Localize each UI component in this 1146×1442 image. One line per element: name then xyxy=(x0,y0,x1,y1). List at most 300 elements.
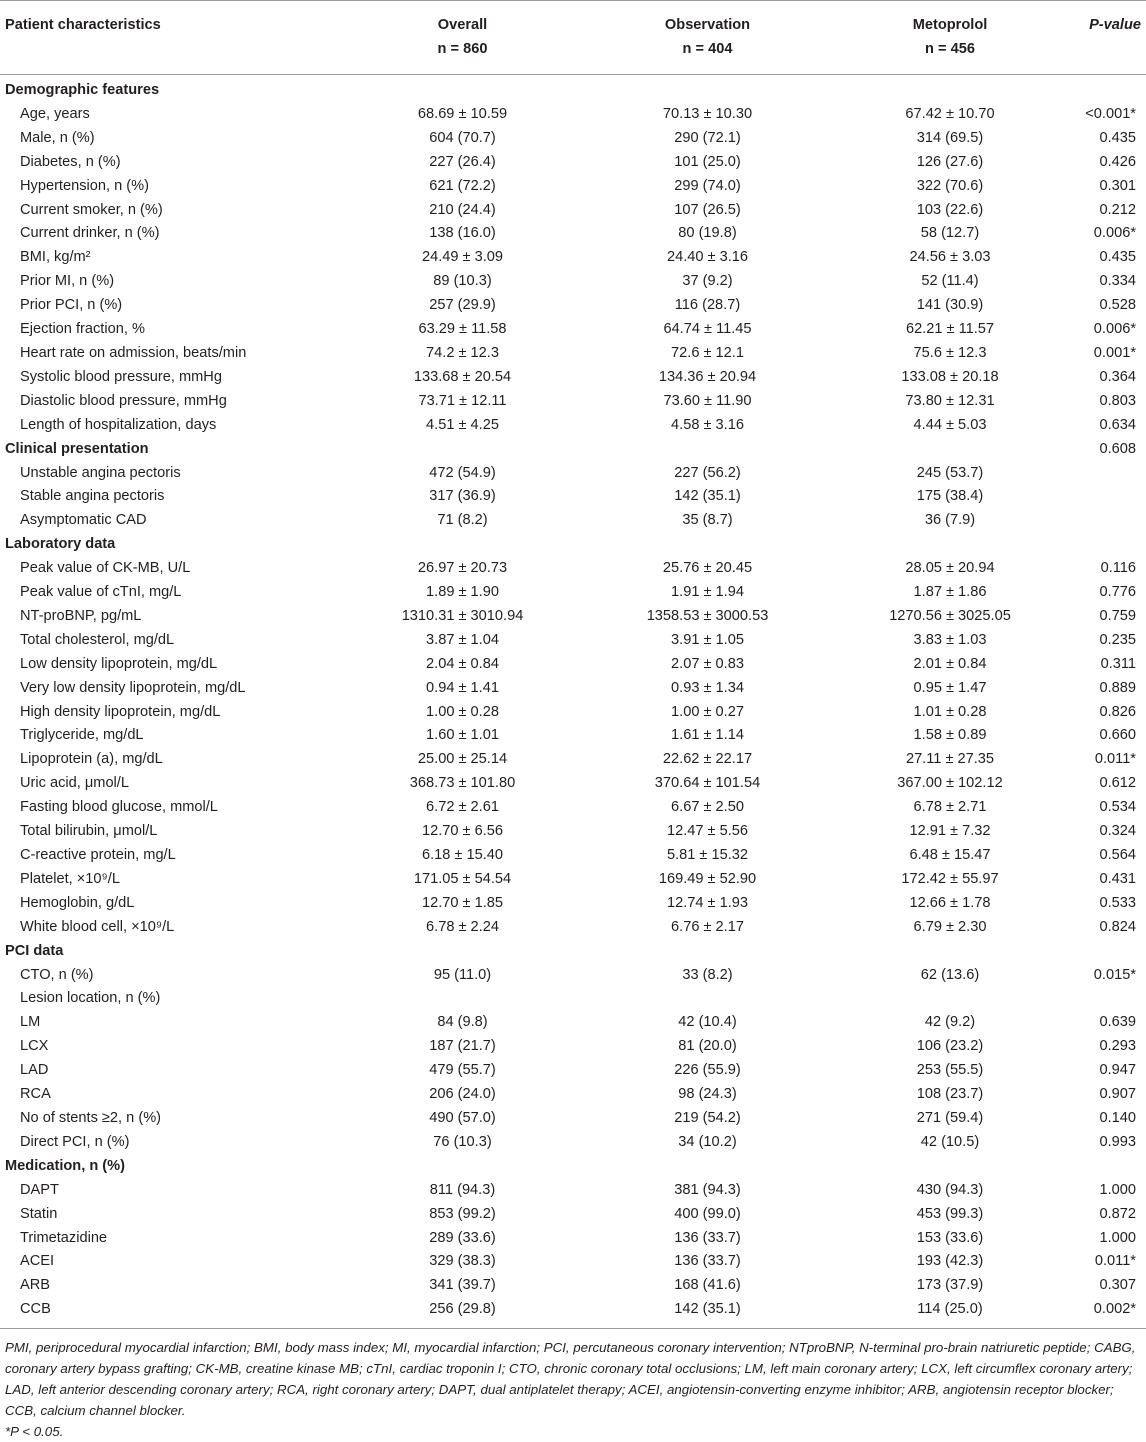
metoprolol-cell: 67.42 ± 10.70 xyxy=(905,105,995,122)
metoprolol-cell: 62.21 ± 11.57 xyxy=(905,321,995,338)
p-value-cell: 0.426 xyxy=(1099,153,1136,170)
p-value-cell: 0.634 xyxy=(1099,416,1136,433)
row-label: High density lipoprotein, mg/dL xyxy=(20,703,221,720)
empty-cell xyxy=(830,533,1070,557)
table-row xyxy=(0,987,1146,1011)
overall-cell: 368.73 ± 101.80 xyxy=(409,775,516,792)
metoprolol-cell: 453 (99.3) xyxy=(916,1205,984,1222)
row-label: Statin xyxy=(20,1205,58,1222)
observation-cell: 4.58 ± 3.16 xyxy=(671,416,744,433)
row-label: Fasting blood glucose, mmol/L xyxy=(20,799,218,816)
section-label: PCI data xyxy=(5,942,64,959)
p-value-cell: 0.001* xyxy=(1093,344,1136,361)
empty-cell xyxy=(830,1155,1070,1179)
observation-cell: 136 (33.7) xyxy=(674,1253,741,1270)
row-label: DAPT xyxy=(20,1181,59,1198)
header-p-value-text: P-value xyxy=(1089,17,1141,33)
row-label: LAD xyxy=(20,1062,49,1079)
p-value-cell xyxy=(1070,462,1146,486)
p-value-cell: 0.301 xyxy=(1099,177,1136,194)
metoprolol-cell: 0.95 ± 1.47 xyxy=(913,679,987,696)
observation-cell: 12.74 ± 1.93 xyxy=(666,894,749,911)
metoprolol-cell: 314 (69.5) xyxy=(916,129,984,146)
p-value-cell: 0.116 xyxy=(1100,560,1136,577)
p-value-cell: 0.293 xyxy=(1099,1038,1136,1055)
section-label: Demographic features xyxy=(5,82,160,98)
p-value-cell: 0.534 xyxy=(1099,799,1136,816)
p-value-cell: 0.364 xyxy=(1099,368,1136,385)
observation-cell: 98 (24.3) xyxy=(678,1086,737,1103)
metoprolol-cell: 245 (53.7) xyxy=(916,464,984,481)
table-row xyxy=(0,892,1146,916)
overall-cell: 2.04 ± 0.84 xyxy=(426,655,499,672)
table-row xyxy=(0,868,1146,892)
overall-cell: 73.71 ± 12.11 xyxy=(418,392,507,409)
row-label: Total cholesterol, mg/dL xyxy=(20,631,175,648)
p-value-cell: 0.824 xyxy=(1099,918,1136,935)
observation-cell: 226 (55.9) xyxy=(674,1062,741,1079)
row-label: Current drinker, n (%) xyxy=(20,225,160,242)
header-patient-characteristics: Patient characteristics xyxy=(0,1,340,38)
table-row xyxy=(0,581,1146,605)
p-value-cell: 0.826 xyxy=(1099,703,1136,720)
table-row xyxy=(0,701,1146,725)
empty-cell xyxy=(340,1155,585,1179)
p-value-cell: 0.533 xyxy=(1099,894,1136,911)
p-value-cell xyxy=(1070,509,1146,533)
metoprolol-cell: 36 (7.9) xyxy=(924,512,976,529)
p-value-cell: 0.889 xyxy=(1099,679,1136,696)
observation-cell: 22.62 ± 22.17 xyxy=(662,751,753,768)
observation-cell: 33 (8.2) xyxy=(682,966,733,983)
metoprolol-cell xyxy=(830,987,1070,1011)
section-label: Medication, n (%) xyxy=(5,1157,125,1174)
row-label: Male, n (%) xyxy=(20,129,95,146)
section-row xyxy=(0,940,1146,964)
p-value-cell: 1.000 xyxy=(1099,1229,1136,1246)
p-value-cell: 0.907 xyxy=(1099,1086,1136,1103)
observation-cell: 37 (9.2) xyxy=(682,273,733,290)
significance-note: *P < 0.05. xyxy=(5,1424,64,1440)
row-label: ACEI xyxy=(20,1253,55,1270)
observation-cell: 290 (72.1) xyxy=(674,129,741,146)
table-row xyxy=(0,844,1146,868)
row-label: Hemoglobin, g/dL xyxy=(20,894,135,911)
observation-cell: 1358.53 ± 3000.53 xyxy=(646,607,769,624)
p-value-cell: 0.334 xyxy=(1099,273,1136,290)
empty-cell xyxy=(830,75,1070,103)
overall-cell: 341 (39.7) xyxy=(429,1277,496,1294)
overall-cell: 1.60 ± 1.01 xyxy=(426,727,499,744)
header-overall-n: n = 860 xyxy=(340,37,585,75)
observation-cell: 5.81 ± 15.32 xyxy=(666,847,749,863)
p-value-cell: 0.002* xyxy=(1070,1298,1146,1328)
table-row xyxy=(0,1227,1146,1251)
overall-cell: 95 (11.0) xyxy=(433,966,492,983)
p-value-cell: 0.435 xyxy=(1099,249,1136,266)
empty-cell xyxy=(585,438,830,462)
p-value-cell: <0.001* xyxy=(1085,105,1136,122)
observation-cell: 107 (26.5) xyxy=(674,201,741,218)
header-observation-n: n = 404 xyxy=(585,37,830,75)
table-row xyxy=(0,629,1146,653)
p-value-cell: 0.140 xyxy=(1099,1109,1136,1126)
observation-cell: 227 (56.2) xyxy=(674,464,741,481)
metoprolol-cell: 27.11 ± 27.35 xyxy=(905,751,995,768)
table-row xyxy=(0,748,1146,772)
p-value-cell: 1.000 xyxy=(1099,1181,1136,1198)
row-label: Stable angina pectoris xyxy=(20,488,165,505)
overall-cell: 329 (38.3) xyxy=(429,1253,496,1270)
overall-cell: 26.97 ± 20.73 xyxy=(417,560,508,577)
observation-cell: 370.64 ± 101.54 xyxy=(654,775,761,792)
table-row xyxy=(0,724,1146,748)
table-row xyxy=(0,175,1146,199)
table-row xyxy=(0,390,1146,414)
overall-cell: 133.68 ± 20.54 xyxy=(413,368,512,385)
overall-cell: 138 (16.0) xyxy=(429,225,496,242)
observation-cell: 134.36 ± 20.94 xyxy=(658,368,757,385)
metoprolol-cell: 12.66 ± 1.78 xyxy=(909,894,991,911)
overall-cell: 63.29 ± 11.58 xyxy=(418,321,507,338)
table-row xyxy=(0,485,1146,509)
empty-cell xyxy=(585,1155,830,1179)
header-observation: Observation xyxy=(585,1,830,38)
p-value-cell: 0.307 xyxy=(1099,1277,1136,1294)
observation-cell: 80 (19.8) xyxy=(678,225,737,242)
p-value-cell: 0.993 xyxy=(1099,1133,1136,1150)
metoprolol-cell: 75.6 ± 12.3 xyxy=(913,344,987,361)
metoprolol-cell: 3.83 ± 1.03 xyxy=(913,631,987,648)
overall-cell: 0.94 ± 1.41 xyxy=(426,679,499,696)
metoprolol-cell: 133.08 ± 20.18 xyxy=(901,368,999,385)
metoprolol-cell: 141 (30.9) xyxy=(916,297,984,314)
overall-cell: 227 (26.4) xyxy=(429,153,496,170)
overall-cell: 289 (33.6) xyxy=(429,1229,496,1246)
metoprolol-cell: 1270.56 ± 3025.05 xyxy=(889,607,1011,624)
overall-cell: 1.89 ± 1.90 xyxy=(426,584,499,601)
p-value-cell: 0.776 xyxy=(1099,584,1136,601)
table-row xyxy=(0,796,1146,820)
observation-cell: 168 (41.6) xyxy=(674,1277,741,1294)
row-label: Length of hospitalization, days xyxy=(20,416,217,433)
row-label: Peak value of CK-MB, U/L xyxy=(20,560,191,577)
metoprolol-cell: 367.00 ± 102.12 xyxy=(897,775,1003,792)
p-value-cell: 0.011* xyxy=(1094,751,1136,768)
metoprolol-cell: 2.01 ± 0.84 xyxy=(913,655,987,672)
metoprolol-cell: 103 (22.6) xyxy=(916,201,984,218)
overall-cell: 621 (72.2) xyxy=(429,177,496,194)
overall-cell: 257 (29.9) xyxy=(429,297,496,314)
row-label: RCA xyxy=(20,1086,51,1103)
empty-cell xyxy=(340,940,585,964)
metoprolol-cell: 153 (33.6) xyxy=(916,1229,984,1246)
overall-cell: 6.18 ± 15.40 xyxy=(421,847,504,863)
metoprolol-cell: 271 (59.4) xyxy=(916,1109,984,1126)
table-body xyxy=(0,75,1146,1329)
row-label: Diabetes, n (%) xyxy=(20,153,121,170)
metoprolol-cell: 175 (38.4) xyxy=(916,488,984,505)
table-row xyxy=(0,820,1146,844)
empty-cell xyxy=(340,75,585,103)
empty-cell xyxy=(340,438,585,462)
overall-cell xyxy=(340,987,585,1011)
row-label: Triglyceride, mg/dL xyxy=(20,727,144,744)
overall-cell: 74.2 ± 12.3 xyxy=(426,344,499,361)
p-value-cell: 0.324 xyxy=(1099,823,1136,840)
metoprolol-cell: 6.48 ± 15.47 xyxy=(909,847,991,863)
observation-cell: 3.91 ± 1.05 xyxy=(671,631,744,648)
metoprolol-cell: 6.79 ± 2.30 xyxy=(913,918,987,935)
empty-cell xyxy=(585,75,830,103)
p-value-cell: 0.015* xyxy=(1093,966,1136,983)
metoprolol-cell: 58 (12.7) xyxy=(920,225,980,242)
overall-cell: 171.05 ± 54.54 xyxy=(413,870,512,887)
row-label: No of stents ≥2, n (%) xyxy=(20,1109,162,1126)
abbreviations-note: PMI, periprocedural myocardial infarction; BMI, body mass index; MI, myocardial infarction; PCI, percutaneous coronary intervention; NTproBNP, N-terminal pro-brain natriuretic peptide; CABG, coronary artery bypass grafting; CK-MB, creatine kinase MB; cTnI, cardiac troponin I; CTO, chronic coronary total occlusions; LM, left main coronary artery; LCX, left circumflex coronary artery; LAD, left anterior descending coronary artery; RCA, right coronary artery; DAPT, dual antiplatelet therapy; ACEI, angiotensin-converting enzyme inhibitor; ARB, angiotensin receptor blocker; CCB, calcium channel blocker. xyxy=(5,1340,1136,1419)
row-label: BMI, kg/m² xyxy=(20,249,91,266)
p-value-cell xyxy=(1070,987,1146,1011)
row-label: LM xyxy=(20,1014,41,1031)
table-row xyxy=(0,127,1146,151)
table-row xyxy=(0,1131,1146,1155)
observation-cell: 219 (54.2) xyxy=(674,1109,741,1126)
observation-cell: 136 (33.7) xyxy=(674,1229,741,1246)
overall-cell: 811 (94.3) xyxy=(429,1181,496,1198)
metoprolol-cell: 12.91 ± 7.32 xyxy=(909,823,991,840)
table-row xyxy=(0,605,1146,629)
section-label: Clinical presentation xyxy=(5,440,149,457)
metoprolol-cell: 4.44 ± 5.03 xyxy=(913,416,987,433)
overall-cell: 76 (10.3) xyxy=(433,1133,492,1150)
empty-cell xyxy=(830,438,1070,462)
overall-cell: 3.87 ± 1.04 xyxy=(426,631,499,648)
empty-cell xyxy=(830,940,1070,964)
p-value-cell xyxy=(1070,533,1146,557)
row-label: Unstable angina pectoris xyxy=(20,464,181,481)
header-metoprolol-n: n = 456 xyxy=(830,37,1070,75)
table-row xyxy=(0,414,1146,438)
table-row xyxy=(0,151,1146,175)
table-row xyxy=(0,1274,1146,1298)
table-row xyxy=(0,1011,1146,1035)
observation-cell: 142 (35.1) xyxy=(674,488,741,505)
p-value-cell: 0.639 xyxy=(1099,1014,1136,1031)
table-row xyxy=(0,772,1146,796)
row-label: NT-proBNP, pg/mL xyxy=(20,607,142,624)
overall-cell: 472 (54.9) xyxy=(429,464,496,481)
p-value-cell xyxy=(1070,1155,1146,1179)
observation-cell: 6.76 ± 2.17 xyxy=(671,918,744,935)
observation-cell: 70.13 ± 10.30 xyxy=(662,105,753,122)
p-value-cell xyxy=(1070,485,1146,509)
overall-cell: 604 (70.7) xyxy=(429,129,496,146)
header-spacer xyxy=(0,37,340,75)
p-value-cell: 0.212 xyxy=(1099,201,1136,218)
section-row xyxy=(0,1155,1146,1179)
empty-cell xyxy=(340,533,585,557)
row-label: CCB xyxy=(0,1298,340,1328)
table-row xyxy=(0,1059,1146,1083)
metoprolol-cell: 322 (70.6) xyxy=(916,177,984,194)
metoprolol-cell: 126 (27.6) xyxy=(916,153,984,170)
section-row xyxy=(0,75,1146,103)
row-label: Systolic blood pressure, mmHg xyxy=(20,368,222,385)
table-header xyxy=(0,1,1146,75)
observation-cell: 34 (10.2) xyxy=(678,1133,737,1150)
section-label: Laboratory data xyxy=(5,536,116,553)
metoprolol-cell: 73.80 ± 12.31 xyxy=(905,392,995,409)
empty-cell xyxy=(585,533,830,557)
metoprolol-cell: 108 (23.7) xyxy=(916,1086,984,1103)
p-value-cell: 0.435 xyxy=(1099,129,1136,146)
p-value-cell: 0.311 xyxy=(1100,655,1136,672)
overall-cell: 25.00 ± 25.14 xyxy=(417,751,508,768)
observation-cell: 24.40 ± 3.16 xyxy=(666,249,749,266)
p-value-cell: 0.608 xyxy=(1099,440,1136,457)
p-value-cell: 0.660 xyxy=(1099,727,1136,744)
observation-cell: 1.61 ± 1.14 xyxy=(671,727,744,744)
header-metoprolol: Metoprolol xyxy=(830,1,1070,38)
metoprolol-cell: 42 (9.2) xyxy=(924,1014,976,1031)
p-value-cell: 0.006* xyxy=(1093,321,1136,338)
metoprolol-cell: 193 (42.3) xyxy=(916,1253,984,1270)
observation-cell: 12.47 ± 5.56 xyxy=(666,823,749,840)
table-row xyxy=(0,318,1146,342)
p-value-cell: 0.235 xyxy=(1099,631,1136,648)
observation-cell: 25.76 ± 20.45 xyxy=(662,560,753,577)
table-row xyxy=(0,916,1146,940)
overall-cell: 479 (55.7) xyxy=(429,1062,496,1079)
overall-cell: 6.72 ± 2.61 xyxy=(426,799,499,816)
header-p-value xyxy=(1070,1,1146,38)
row-label: Peak value of cTnI, mg/L xyxy=(20,584,182,601)
overall-cell: 256 (29.8) xyxy=(340,1298,585,1328)
observation-cell: 81 (20.0) xyxy=(678,1038,737,1055)
observation-cell: 116 (28.7) xyxy=(674,297,741,314)
observation-cell: 72.6 ± 12.1 xyxy=(671,344,744,361)
table-row xyxy=(0,246,1146,270)
metoprolol-cell: 173 (37.9) xyxy=(916,1277,984,1294)
metoprolol-cell: 1.58 ± 0.89 xyxy=(913,727,987,744)
table-row xyxy=(0,342,1146,366)
observation-cell: 381 (94.3) xyxy=(674,1181,741,1198)
table-row xyxy=(0,1298,1146,1328)
table-row xyxy=(0,1179,1146,1203)
table-row xyxy=(0,653,1146,677)
overall-cell: 84 (9.8) xyxy=(437,1014,488,1031)
observation-cell: 6.67 ± 2.50 xyxy=(671,799,744,816)
overall-cell: 490 (57.0) xyxy=(429,1109,496,1126)
p-value-cell: 0.803 xyxy=(1099,392,1136,409)
p-value-cell: 0.947 xyxy=(1099,1062,1136,1079)
metoprolol-cell: 1.01 ± 0.28 xyxy=(913,703,987,720)
row-label: Current smoker, n (%) xyxy=(20,201,163,218)
metoprolol-cell: 52 (11.4) xyxy=(921,273,979,290)
metoprolol-cell: 172.42 ± 55.97 xyxy=(901,870,999,887)
table-row xyxy=(0,366,1146,390)
observation-cell: 42 (10.4) xyxy=(678,1014,737,1031)
section-row xyxy=(0,438,1146,462)
metoprolol-cell: 253 (55.5) xyxy=(916,1062,984,1079)
table-row xyxy=(0,462,1146,486)
table-row xyxy=(0,222,1146,246)
row-label: Hypertension, n (%) xyxy=(20,177,149,194)
observation-cell: 400 (99.0) xyxy=(674,1205,741,1222)
row-label: CTO, n (%) xyxy=(20,966,94,983)
p-value-cell: 0.564 xyxy=(1099,847,1136,863)
table-row xyxy=(0,1035,1146,1059)
row-label: Platelet, ×10⁹/L xyxy=(20,870,120,887)
section-row xyxy=(0,533,1146,557)
metoprolol-cell: 114 (25.0) xyxy=(830,1298,1070,1328)
table-row xyxy=(0,1107,1146,1131)
row-label: Diastolic blood pressure, mmHg xyxy=(20,392,227,409)
observation-cell: 73.60 ± 11.90 xyxy=(663,392,752,409)
row-label: Asymptomatic CAD xyxy=(20,512,147,529)
row-label: Very low density lipoprotein, mg/dL xyxy=(20,679,246,696)
p-value-cell: 0.872 xyxy=(1099,1205,1136,1222)
row-label: Ejection fraction, % xyxy=(20,321,145,338)
metoprolol-cell: 106 (23.2) xyxy=(916,1038,984,1055)
overall-cell: 1.00 ± 0.28 xyxy=(426,703,499,720)
overall-cell: 317 (36.9) xyxy=(429,488,496,505)
row-label: White blood cell, ×10⁹/L xyxy=(20,918,175,935)
overall-cell: 89 (10.3) xyxy=(433,273,492,290)
row-label: C-reactive protein, mg/L xyxy=(20,847,176,863)
observation-cell: 0.93 ± 1.34 xyxy=(671,679,744,696)
empty-cell xyxy=(585,940,830,964)
row-label: Direct PCI, n (%) xyxy=(20,1133,130,1150)
table-row xyxy=(0,677,1146,701)
row-label: Lipoprotein (a), mg/dL xyxy=(20,751,163,768)
p-value-cell: 0.431 xyxy=(1099,870,1136,887)
row-label: Total bilirubin, μmol/L xyxy=(20,823,158,840)
p-value-cell: 0.011* xyxy=(1094,1253,1136,1270)
row-label: ARB xyxy=(20,1277,51,1294)
row-label: Low density lipoprotein, mg/dL xyxy=(20,655,218,672)
overall-cell: 1310.31 ± 3010.94 xyxy=(401,607,524,624)
overall-cell: 210 (24.4) xyxy=(429,201,496,218)
metoprolol-cell: 62 (13.6) xyxy=(920,966,980,983)
p-value-cell xyxy=(1070,75,1146,103)
table-row xyxy=(0,509,1146,533)
observation-cell: 101 (25.0) xyxy=(674,153,741,170)
observation-cell: 142 (35.1) xyxy=(585,1298,830,1328)
overall-cell: 6.78 ± 2.24 xyxy=(426,918,499,935)
p-value-cell: 0.612 xyxy=(1099,775,1136,792)
observation-cell: 299 (74.0) xyxy=(674,177,741,194)
row-label: Prior MI, n (%) xyxy=(20,273,115,290)
p-value-cell: 0.759 xyxy=(1099,607,1136,624)
metoprolol-cell: 28.05 ± 20.94 xyxy=(905,560,995,577)
metoprolol-cell: 24.56 ± 3.03 xyxy=(909,249,991,266)
p-value-cell: 0.528 xyxy=(1099,297,1136,314)
overall-cell: 12.70 ± 1.85 xyxy=(421,894,504,911)
row-label: Trimetazidine xyxy=(20,1229,108,1246)
table-row xyxy=(0,294,1146,318)
header-overall: Overall xyxy=(340,1,585,38)
observation-cell xyxy=(585,987,830,1011)
observation-cell: 64.74 ± 11.45 xyxy=(663,321,752,338)
overall-cell: 187 (21.7) xyxy=(429,1038,496,1055)
table-row xyxy=(0,1250,1146,1274)
observation-cell: 1.00 ± 0.27 xyxy=(671,703,744,720)
table-row xyxy=(0,1083,1146,1107)
table-row xyxy=(0,199,1146,223)
metoprolol-cell: 1.87 ± 1.86 xyxy=(913,584,987,601)
metoprolol-cell: 6.78 ± 2.71 xyxy=(913,799,987,816)
